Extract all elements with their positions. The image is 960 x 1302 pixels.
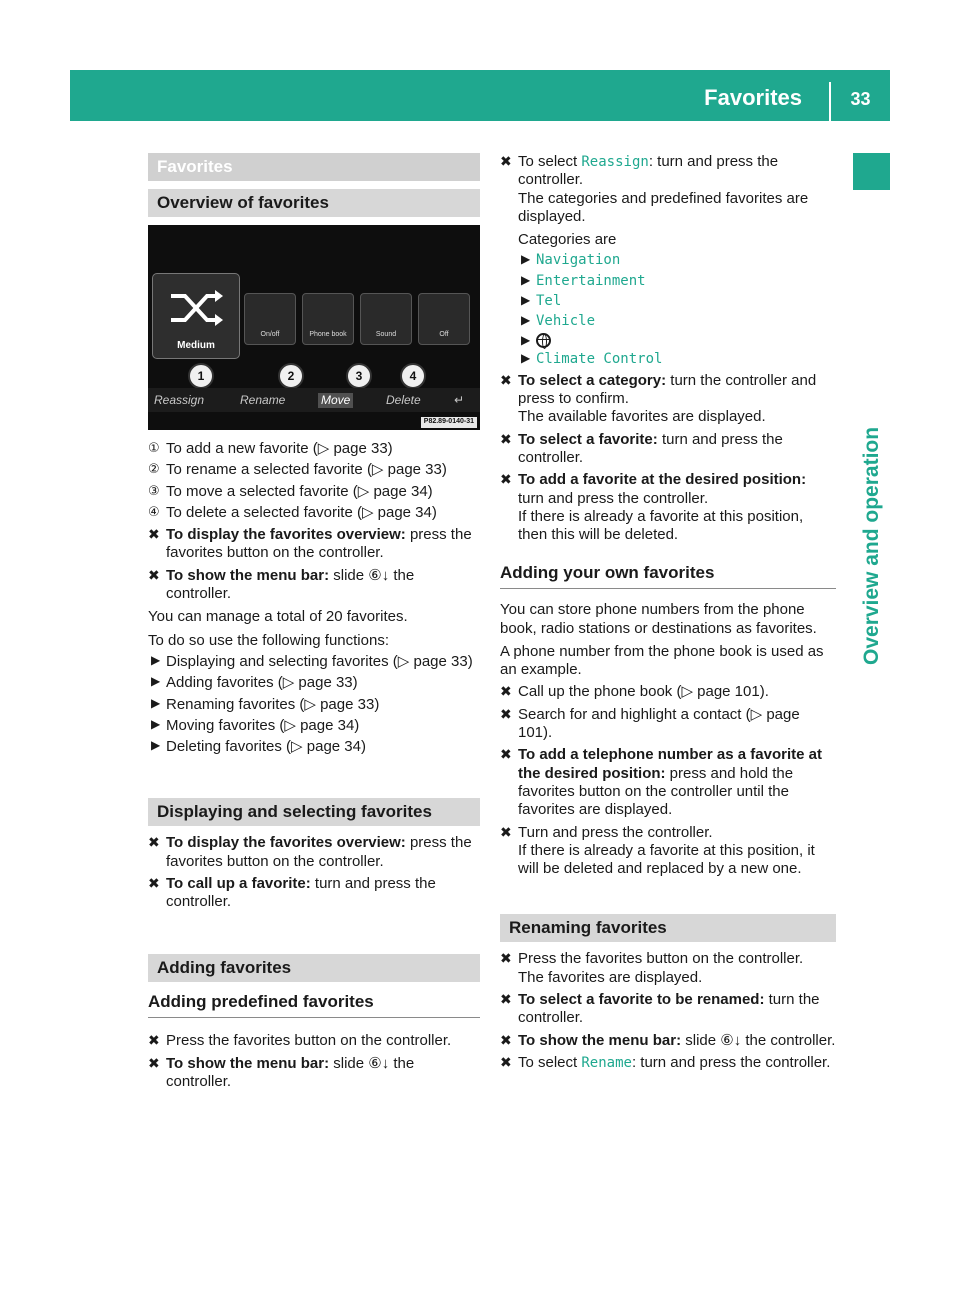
right-column (500, 153, 836, 1072)
callout-2: 2 (278, 363, 304, 389)
callout-3: 3 (346, 363, 372, 389)
paragraph: If there is already a favorite at this position, it will be deleted and replaced by a new one. (518, 841, 815, 878)
paragraph: To do so use the following functions: (148, 631, 389, 649)
action-step: ✖ To select Rename: turn and press the controller. (500, 1053, 831, 1071)
action-step: ✖ To add a telephone number as a favorite at the desired position: press and hold the favorites button on the controller until the favorites are displayed. (500, 746, 822, 819)
action-step: ✖ Press the favorites button on the controller. (500, 950, 804, 968)
shuffle-icon (167, 288, 227, 328)
list-item: ② To rename a selected favorite (▷ page 33) (148, 461, 447, 479)
list-item: ④ To delete a selected favorite (▷ page 34) (148, 503, 437, 521)
favorite-tile-sound: Sound (360, 293, 412, 345)
list-item: ▶ Climate Control (521, 350, 663, 367)
list-item: ① To add a new favorite (▷ page 33) (148, 440, 393, 457)
function-list (148, 653, 480, 756)
favorite-tile-medium (152, 273, 240, 359)
action-step: ✖ To add a favorite at the desired position: turn and press the controller. (500, 471, 807, 507)
paragraph: The favorites are displayed. (518, 968, 703, 986)
list-item: ▶ Tel (521, 292, 562, 309)
menu-move: Move (318, 393, 353, 408)
callout-1: 1 (188, 363, 214, 389)
list-item: ▶ Displaying and selecting favorites (▷ page 33) (151, 652, 473, 670)
tile-label: Medium (177, 339, 215, 351)
section-overview: Overview of favorites (148, 189, 480, 217)
globe-icon (536, 333, 551, 348)
action-step: ✖ To display the favorites overview: press the favorites button on the controller. (148, 526, 472, 562)
subheading-predefined: Adding predefined favorites (148, 992, 480, 1019)
paragraph: The available favorites are displayed. (518, 408, 766, 426)
action-step: ✖ To show the menu bar: slide ⑥↓ the controller. (148, 566, 415, 603)
section-adding: Adding favorites (148, 954, 480, 982)
action-step: ✖ Call up the phone book (▷ page 101). (500, 683, 769, 701)
back-icon: ↵ (454, 393, 465, 407)
left-column (148, 153, 480, 1091)
list-item: ▶ Vehicle (521, 312, 596, 329)
action-step: ✖ To show the menu bar: slide ⑥↓ the controller. (500, 1031, 836, 1049)
list-item: ▶ Moving favorites (▷ page 34) (151, 716, 360, 734)
action-step: ✖ To display the favorites overview: press the favorites button on the controller. (148, 834, 472, 870)
action-step: ✖ Search for and highlight a contact (▷ page 101). (500, 705, 800, 742)
action-step: ✖ Press the favorites button on the controller. (148, 1032, 452, 1050)
list-item: ▶ Adding favorites (▷ page 33) (151, 674, 358, 692)
paragraph: You can store phone numbers from the phone book, radio stations or destinations as favorites. (500, 601, 817, 637)
menu-reassign: Reassign (154, 393, 205, 407)
action-step: ✖ To call up a favorite: turn and press the controller. (148, 875, 436, 911)
screen-menu-bar (148, 388, 480, 412)
action-step: ✖ To show the menu bar: slide ⑥↓ the controller. (148, 1054, 415, 1090)
side-tab-marker (853, 153, 890, 190)
list-item: ▶ (518, 333, 836, 348)
numbered-list (148, 440, 480, 522)
section-favorites: Favorites (148, 153, 480, 181)
page-number: 33 (850, 89, 871, 109)
callout-4: 4 (400, 363, 426, 389)
list-item: ▶ Deleting favorites (▷ page 34) (151, 738, 366, 756)
favorites-screen-image (148, 225, 480, 430)
section-display: Displaying and selecting favorites (148, 798, 480, 826)
list-item: ▶ Entertainment (521, 272, 646, 289)
favorite-tile-phonebook: Phone book (302, 293, 354, 345)
paragraph: A phone number from the phone book is used as an example. (500, 642, 824, 679)
image-reference: P82.89-0140-31 (421, 417, 477, 428)
page-title: Favorites (704, 85, 802, 110)
action-step: ✖ To select a favorite to be renamed: turn the controller. (500, 991, 820, 1027)
favorite-tile-onoff: On/off (244, 293, 296, 345)
list-item: ▶ Navigation (521, 252, 621, 269)
action-step: ✖ Turn and press the controller. (500, 823, 713, 841)
paragraph: The categories and predefined favorites are displayed. (518, 189, 809, 225)
category-list (500, 252, 836, 367)
subheading-own: Adding your own favorites (500, 563, 836, 590)
paragraph: If there is already a favorite at this position, then this will be deleted. (518, 507, 804, 544)
menu-delete: Delete (386, 393, 421, 407)
section-renaming: Renaming favorites (500, 914, 836, 942)
action-step: ✖ To select Reassign: turn and press the controller. (500, 153, 779, 189)
favorite-tile-off: Off (418, 293, 470, 345)
paragraph: You can manage a total of 20 favorites. (148, 608, 408, 626)
action-step: ✖ To select a category: turn the controller and press to confirm. (500, 371, 817, 408)
menu-rename: Rename (240, 393, 286, 407)
side-tab-label: Overview and operation (860, 426, 883, 665)
paragraph: Categories are (518, 231, 617, 249)
header-band (70, 70, 890, 121)
list-item: ③ To move a selected favorite (▷ page 34) (148, 482, 433, 500)
action-step: ✖ To select a favorite: turn and press the controller. (500, 430, 783, 467)
list-item: ▶ Renaming favorites (▷ page 33) (151, 695, 380, 713)
